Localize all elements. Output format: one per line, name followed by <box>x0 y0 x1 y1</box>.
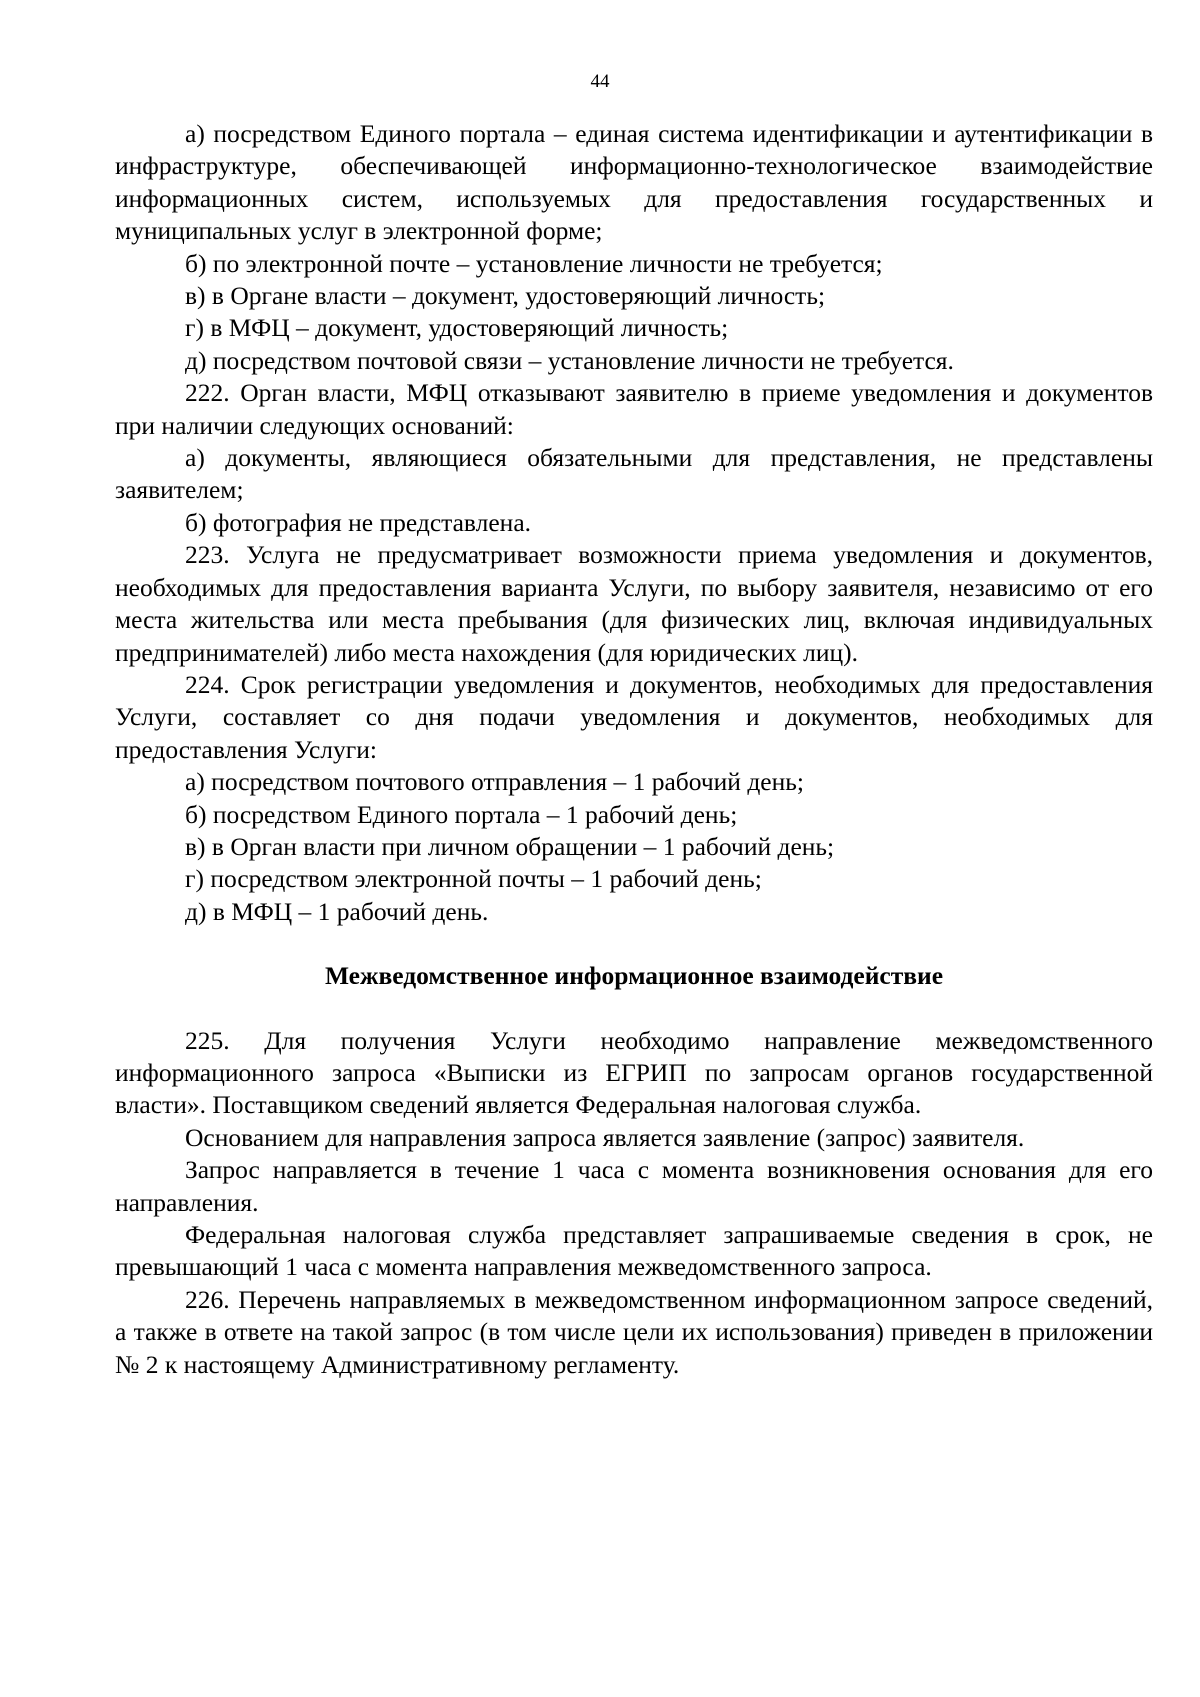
paragraph: 225. Для получения Услуги необходимо направление межведомственного информационного запроса «Выписки из ЕГРИП по запросам органов государственной власти». Поставщиком сведений является Федеральная налоговая служба. <box>115 1025 1153 1120</box>
paragraph: Запрос направляется в течение 1 часа с момента возникновения основания для его направления. <box>115 1155 1153 1217</box>
paragraph: 222. Орган власти, МФЦ отказывают заявителю в приеме уведомления и документов при наличии следующих оснований: <box>115 378 1153 440</box>
section-heading: Межведомственное информационное взаимодействие <box>324 961 944 991</box>
paragraph: б) фотография не представлена. <box>185 507 532 537</box>
paragraph: 223. Услуга не предусматривает возможности приема уведомления и документов, необходимых для предоставления варианта Услуги, по выбору заявителя, независимо от его места жительства или места пребывания (для физических лиц, включая индивидуальных предпринимателей) либо места нахождения (для юридических лиц). <box>115 540 1153 667</box>
paragraph: 224. Срок регистрации уведомления и документов, необходимых для предоставления Услуги, составляет со дня подачи уведомления и документов, необходимых для предоставления Услуги: <box>115 669 1153 764</box>
paragraph: а) посредством Единого портала – единая система идентификации и аутентификации в инфраструктуре, обеспечивающей информационно-технологическое взаимодействие информационных систем, используемых для предоставления государственных и муниципальных услуг в электронной форме; <box>115 119 1153 246</box>
paragraph: б) посредством Единого портала – 1 рабочий день; <box>185 799 738 829</box>
paragraph: Федеральная налоговая служба представляет запрашиваемые сведения в срок, не превышающий 1 часа с момента направления межведомственного запроса. <box>115 1220 1153 1282</box>
paragraph: г) посредством электронной почты – 1 рабочий день; <box>185 864 762 894</box>
paragraph: д) посредством почтовой связи – установление личности не требуется. <box>185 345 954 375</box>
paragraph: 226. Перечень направляемых в межведомственном информационном запросе сведений, а также в ответе на такой запрос (в том числе цели их использования) приведен в приложении № 2 к настоящему Административному регламенту. <box>115 1284 1153 1379</box>
paragraph: в) в Органе власти – документ, удостоверяющий личность; <box>185 281 826 311</box>
document-body <box>115 118 1153 1381</box>
paragraph: в) в Орган власти при личном обращении – 1 рабочий день; <box>185 831 835 861</box>
paragraph: д) в МФЦ – 1 рабочий день. <box>185 896 489 926</box>
paragraph: а) документы, являющиеся обязательными для представления, не представлены заявителем; <box>115 443 1153 505</box>
page-number: 44 <box>590 71 610 92</box>
paragraph: а) посредством почтового отправления – 1 рабочий день; <box>185 767 804 797</box>
paragraph: г) в МФЦ – документ, удостоверяющий личность; <box>185 313 729 343</box>
paragraph: Основанием для направления запроса является заявление (запрос) заявителя. <box>185 1122 1025 1152</box>
paragraph: б) по электронной почте – установление личности не требуется; <box>185 248 883 278</box>
